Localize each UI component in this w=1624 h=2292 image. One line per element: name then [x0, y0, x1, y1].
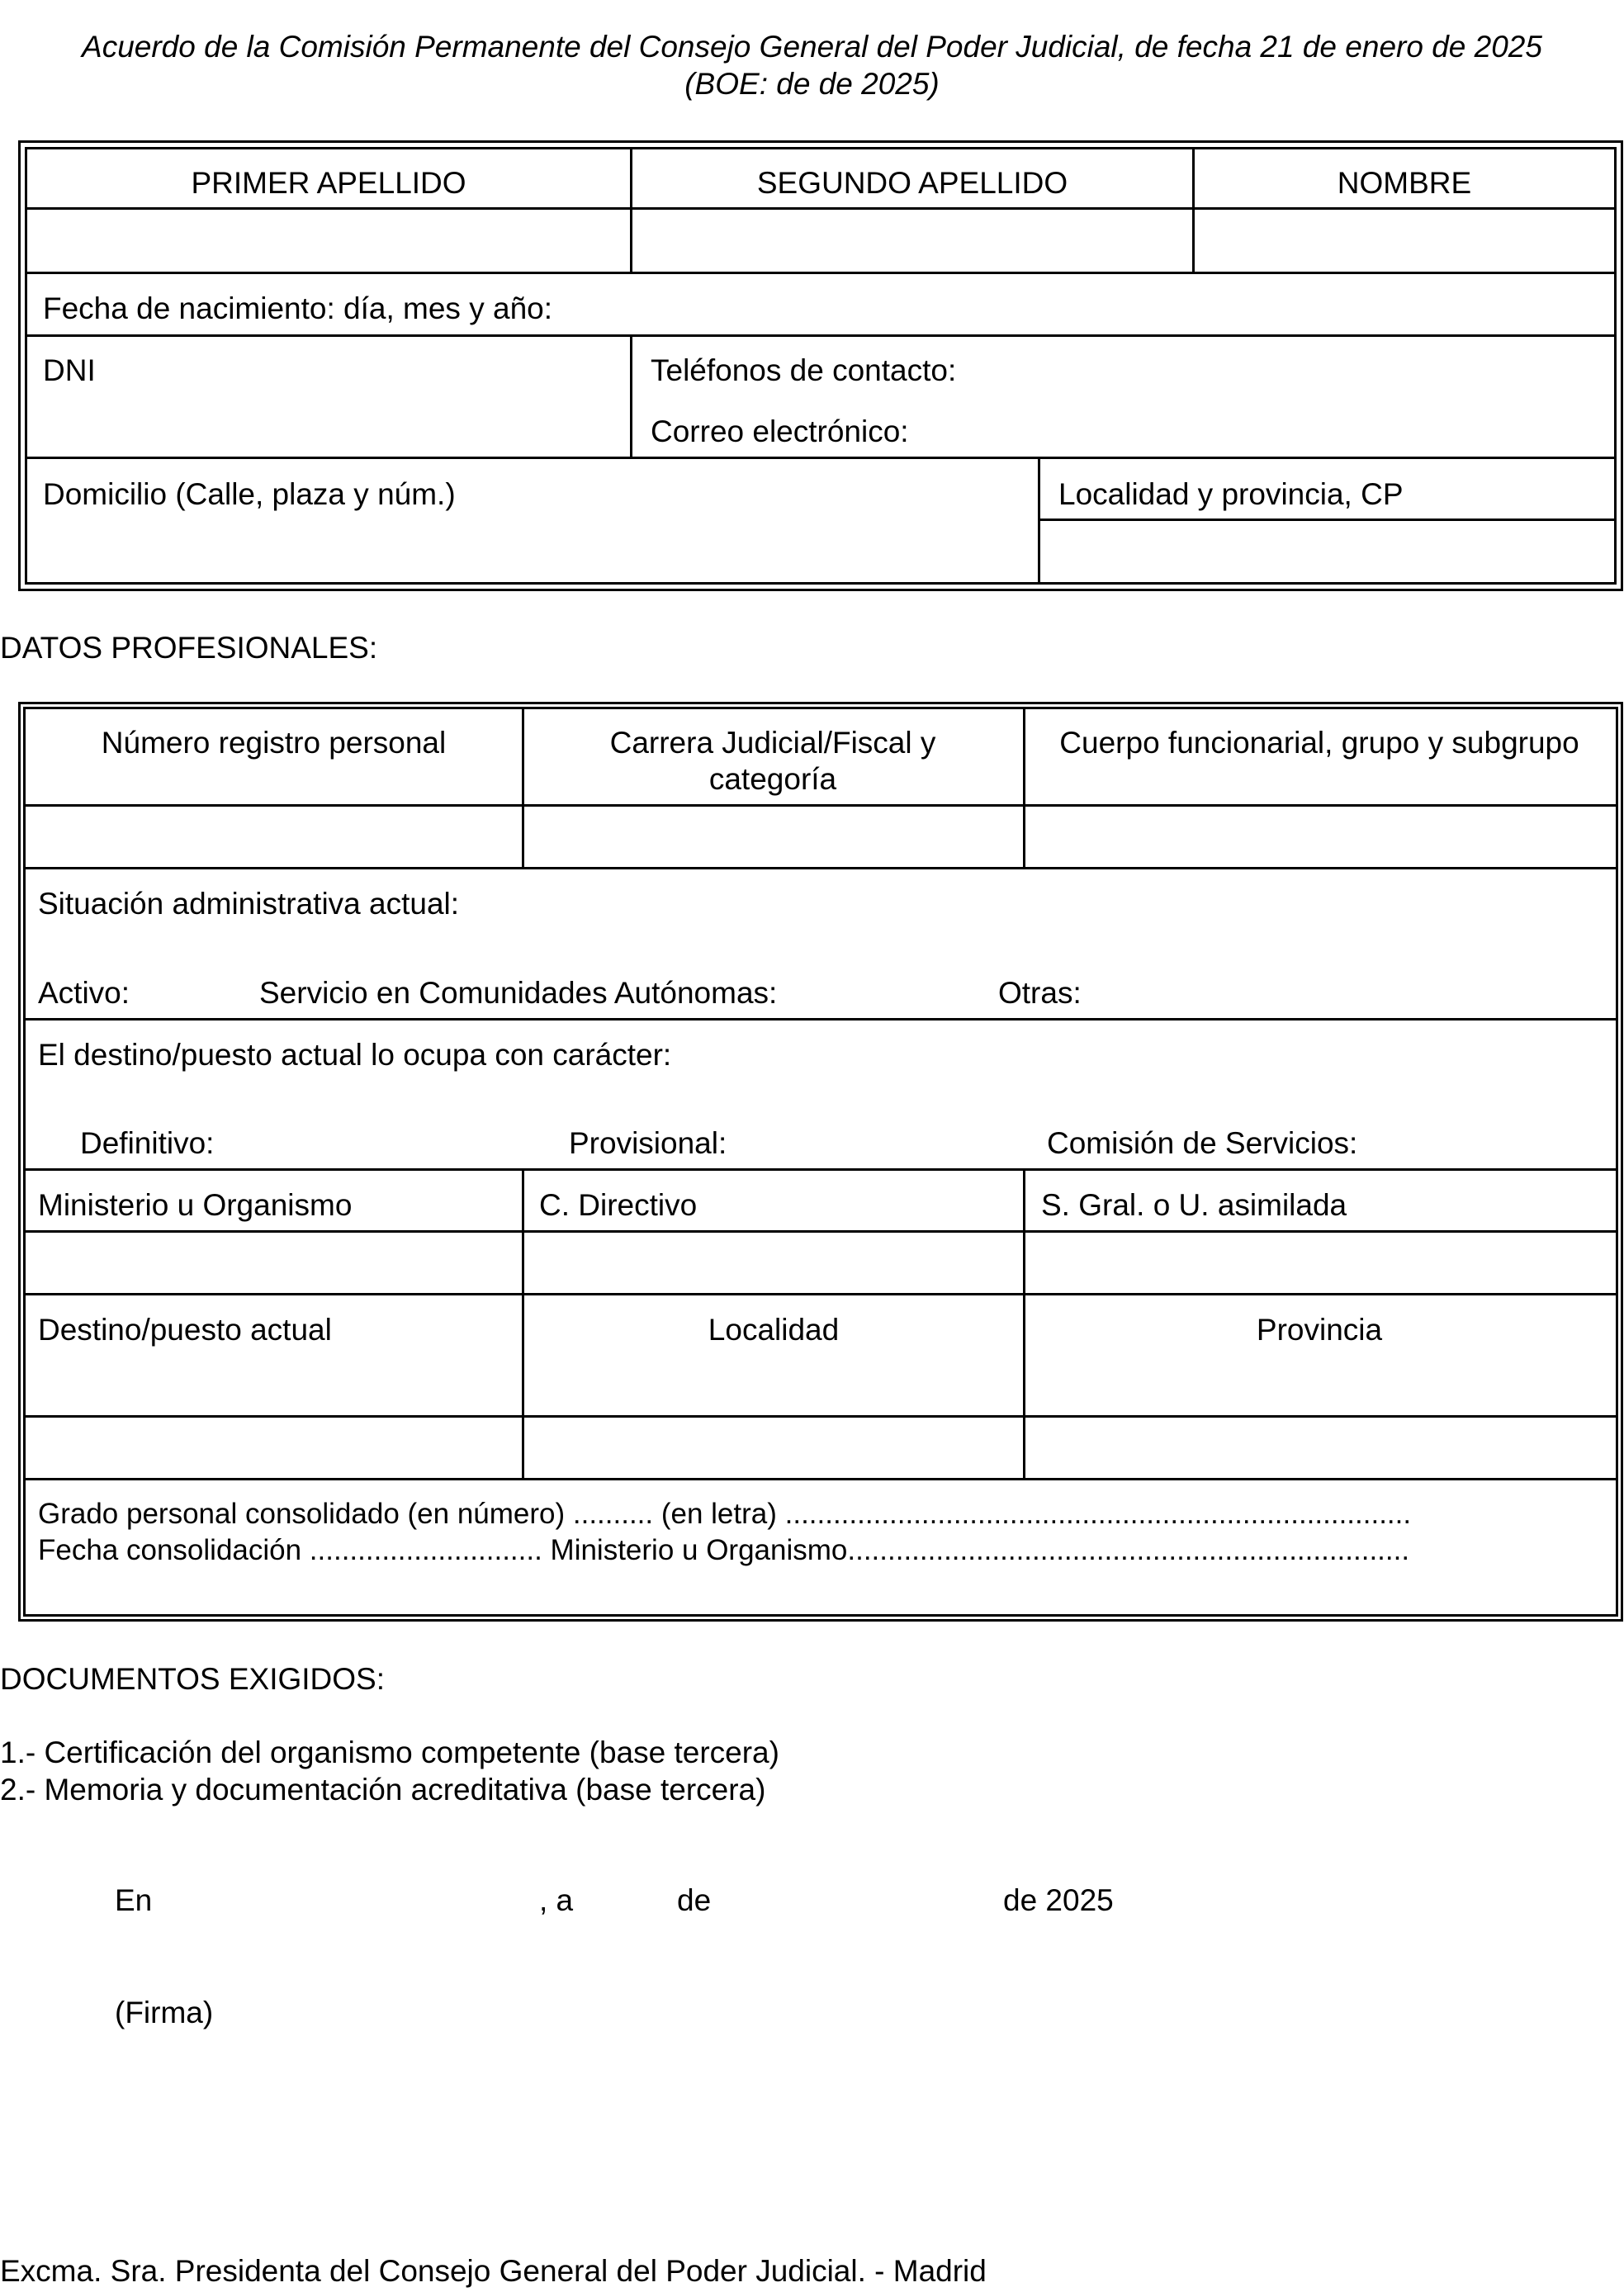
label-destino-actual: Destino/puesto actual [38, 1313, 332, 1347]
label-primer-apellido: PRIMER APELLIDO [191, 166, 466, 200]
section-documentos-exigidos: DOCUMENTOS EXIGIDOS: [0, 1662, 385, 1696]
label-definitivo: Definitivo: [80, 1126, 215, 1160]
label-segundo-apellido: SEGUNDO APELLIDO [756, 166, 1068, 200]
label-en: En [115, 1883, 153, 1917]
label-correo: Correo electrónico: [651, 414, 909, 448]
grado-consolidado-line: Grado personal consolidado (en número) .......... (en letra) .............................................................................. [38, 1498, 1412, 1530]
label-a: , a [539, 1883, 574, 1917]
label-nombre: NOMBRE [1337, 166, 1472, 200]
label-servicio-ccaa: Servicio en Comunidades Autónomas: [259, 976, 778, 1010]
label-de: de [677, 1883, 712, 1917]
label-otras: Otras: [998, 976, 1082, 1010]
label-localidad-provincia-cp: Localidad y provincia, CP [1058, 477, 1404, 511]
documento-item: 2.- Memoria y documentación acreditativa (base tercera) [0, 1773, 766, 1807]
label-situacion-administrativa: Situación administrativa actual: [38, 887, 460, 921]
label-domicilio: Domicilio (Calle, plaza y núm.) [43, 477, 456, 511]
label-firma: (Firma) [115, 1996, 214, 2029]
label-localidad: Localidad [708, 1313, 840, 1347]
label-carrera-categoria: Carrera Judicial/Fiscal y categoría [609, 726, 936, 796]
documento-item: 1.- Certificación del organismo competente (base tercera) [0, 1736, 779, 1769]
label-dni: DNI [43, 353, 96, 387]
label-numero-registro: Número registro personal [101, 726, 447, 760]
label-sgral-asimilada: S. Gral. o U. asimilada [1041, 1188, 1347, 1222]
header-line-1: Acuerdo de la Comisión Permanente del Consejo General del Poder Judicial, de fecha 21 de enero de 2025 [82, 30, 1542, 64]
fecha-consolidacion-line: Fecha consolidación ............................. Ministerio u Organismo...................................................................... [38, 1534, 1410, 1566]
label-comision-servicios: Comisión de Servicios: [1047, 1126, 1358, 1160]
label-ministerio-organismo: Ministerio u Organismo [38, 1188, 353, 1222]
label-cuerpo-directivo: C. Directivo [539, 1188, 698, 1222]
section-datos-profesionales: DATOS PROFESIONALES: [0, 631, 378, 665]
label-provincia: Provincia [1256, 1313, 1383, 1347]
label-telefonos: Teléfonos de contacto: [651, 353, 957, 387]
destinatario: Excma. Sra. Presidenta del Consejo General del Poder Judicial. - Madrid [0, 2254, 987, 2288]
header-line-2: (BOE: de de 2025) [684, 67, 940, 101]
label-cuerpo-grupo: Cuerpo funcionarial, grupo y subgrupo [1059, 726, 1579, 760]
label-destino-caracter: El destino/puesto actual lo ocupa con carácter: [38, 1038, 672, 1072]
label-activo: Activo: [38, 976, 130, 1010]
label-provisional: Provisional: [569, 1126, 727, 1160]
label-fecha-nacimiento: Fecha de nacimiento: día, mes y año: [43, 291, 553, 325]
label-de-year: de 2025 [1003, 1883, 1114, 1917]
